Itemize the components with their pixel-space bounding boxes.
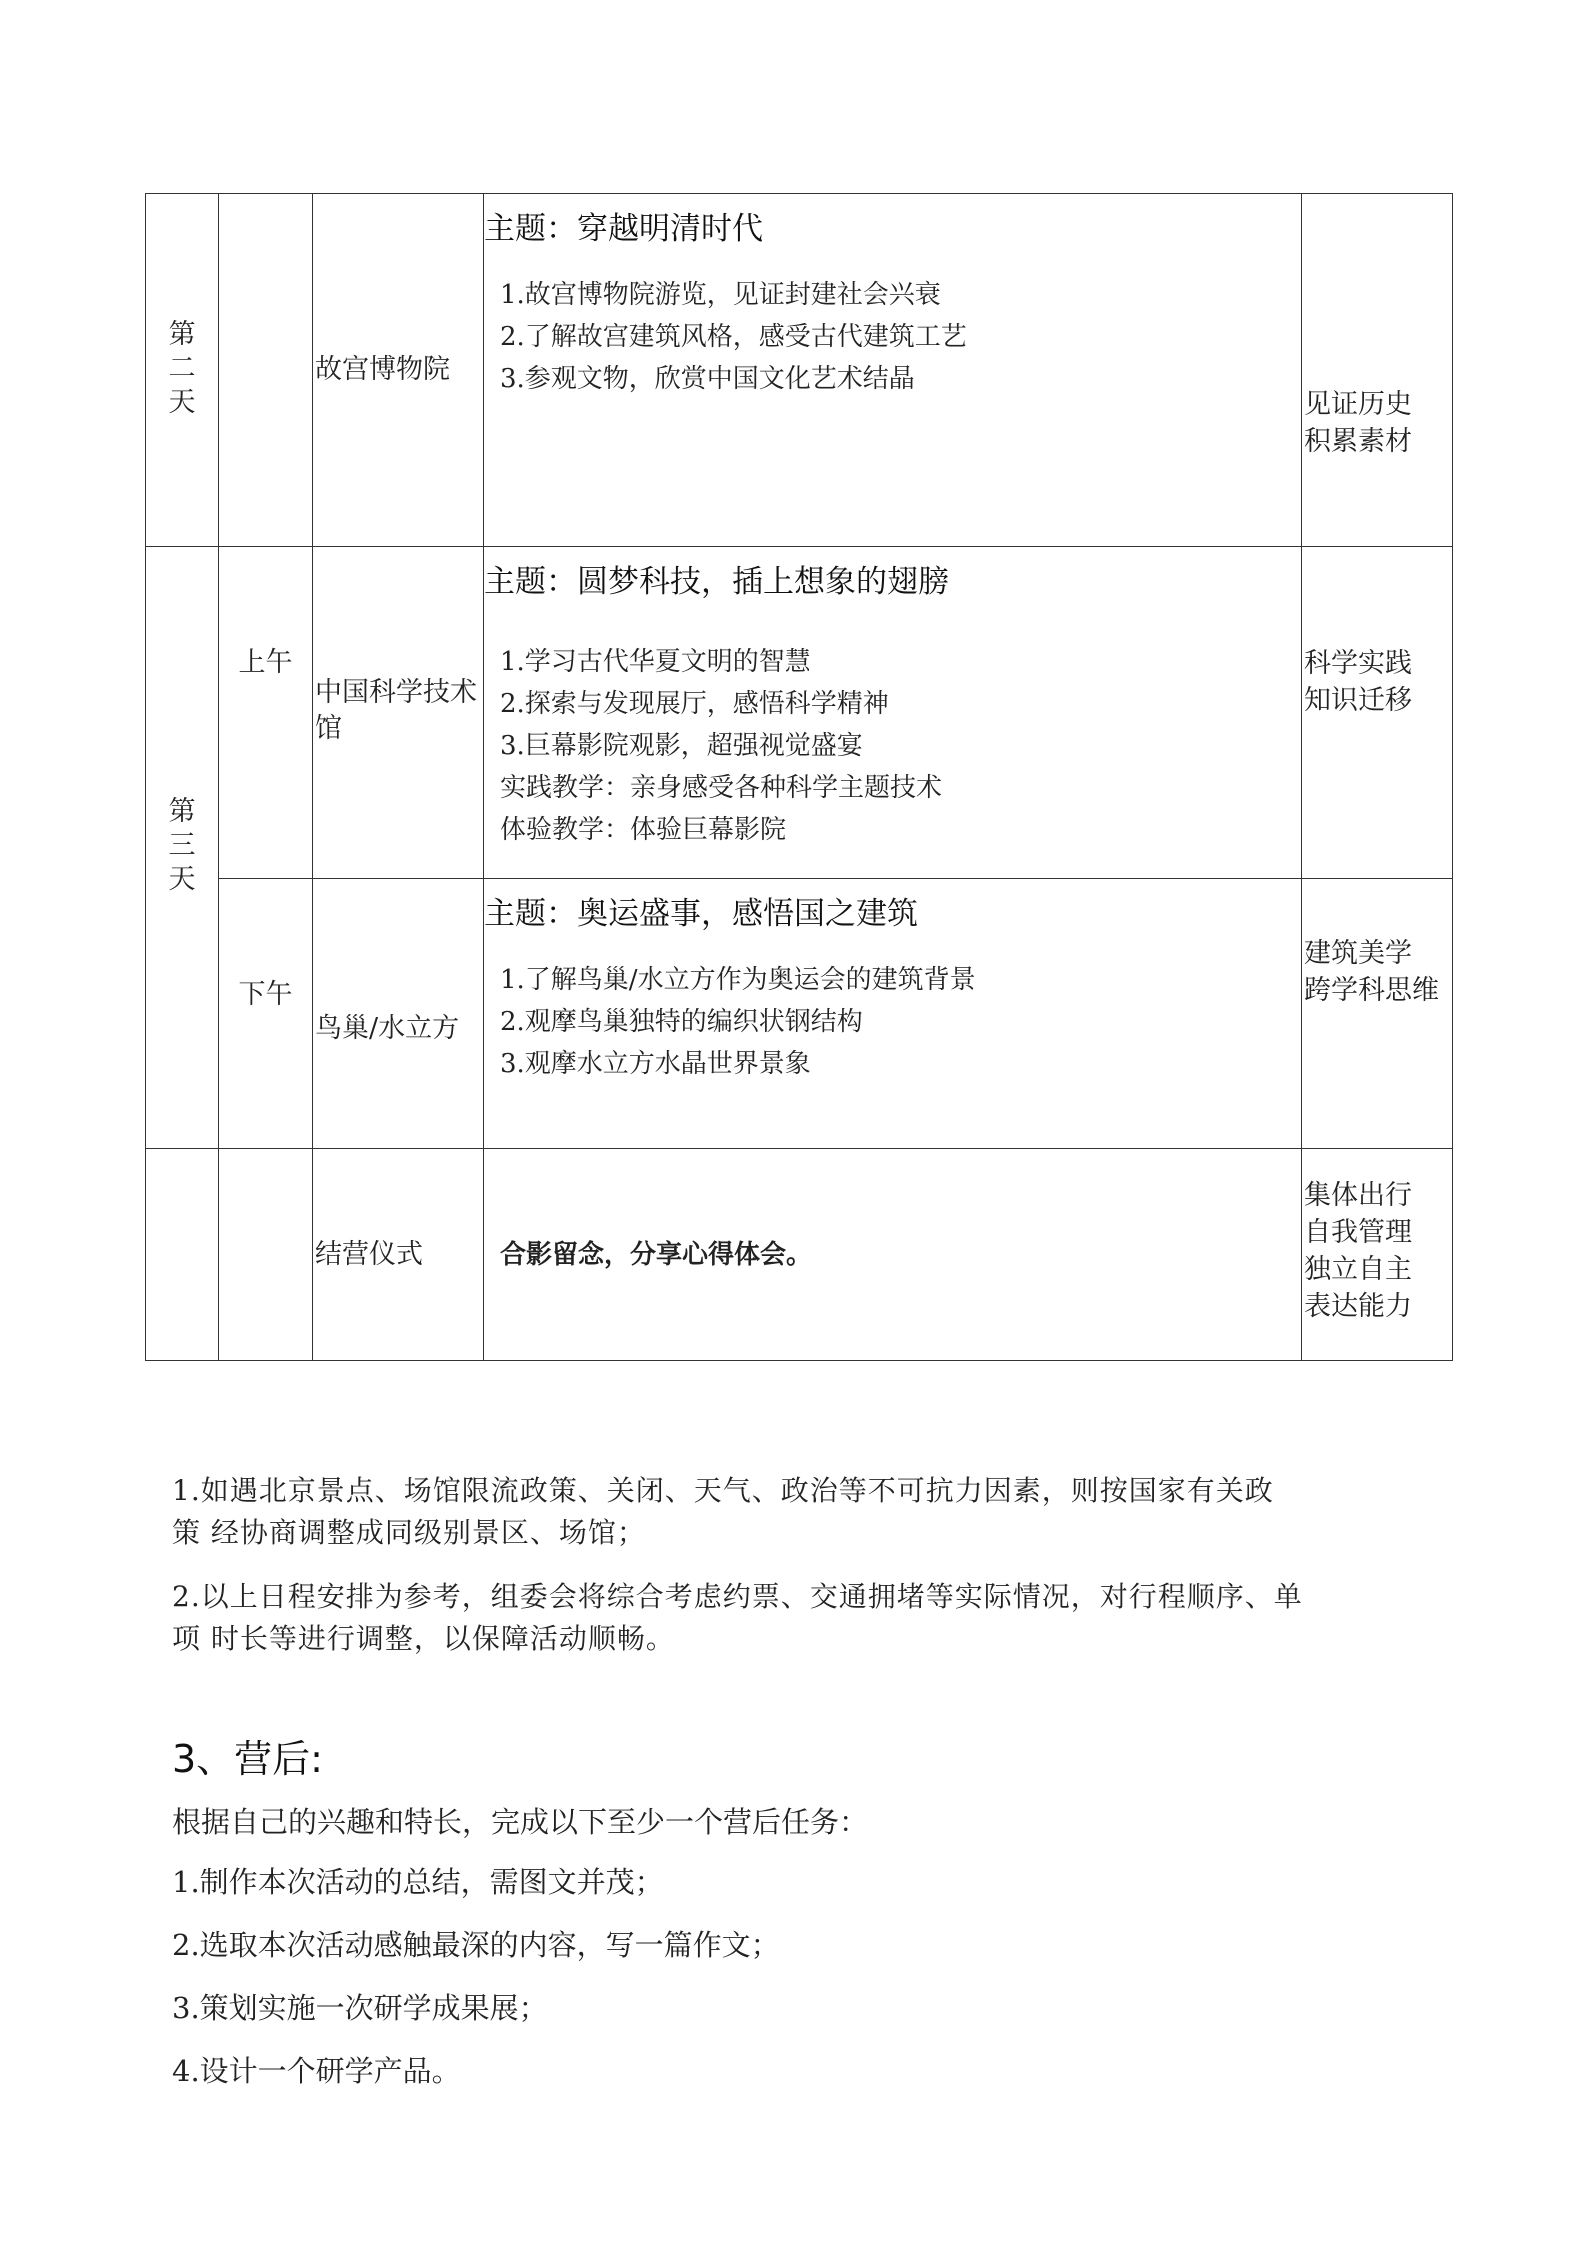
- task-list: [172, 1862, 780, 2114]
- day2-label-cell: [146, 194, 219, 547]
- day3-label-cell: [146, 547, 219, 1149]
- venue-cell: [313, 1149, 484, 1361]
- goal-item: 科学实践: [1304, 648, 1412, 679]
- activity-item: 1.故宫博物院游览，见证封建社会兴衰: [500, 280, 941, 310]
- activity-item: 3.参观文物，欣赏中国文化艺术结晶: [500, 364, 915, 394]
- task-item: 1.制作本次活动的总结，需图文并茂；: [172, 1865, 664, 1899]
- goal-item: 建筑美学: [1304, 938, 1412, 969]
- content-cell: [484, 194, 1302, 547]
- theme-title: 主题：奥运盛事，感悟国之建筑: [484, 896, 918, 932]
- note-item: [172, 1470, 1402, 1554]
- activity-item: 2.了解故宫建筑风格，感受古代建筑工艺: [500, 322, 967, 352]
- activity-item: 3.观摩水立方水晶世界景象: [500, 1049, 811, 1079]
- activity-item: 2.探索与发现展厅，感悟科学精神: [500, 689, 889, 719]
- task-item: 2.选取本次活动感触最深的内容，写一篇作文；: [172, 1928, 780, 1962]
- closing-row: [146, 1149, 1453, 1361]
- venue-name: 结营仪式: [315, 1238, 423, 1270]
- period-cell: [219, 879, 313, 1149]
- activity-item: 3.巨幕影院观影，超强视觉盛宴: [500, 731, 863, 761]
- goal-cell: [1302, 194, 1453, 547]
- day-label: 第二天: [168, 318, 196, 418]
- notes-section: [172, 1470, 1402, 1682]
- period-cell: [219, 547, 313, 879]
- theme-title: 主题：圆梦科技，插上想象的翅膀: [484, 564, 949, 600]
- period-label: 上午: [238, 647, 293, 678]
- day2-row: [146, 194, 1453, 547]
- activity-item: 1.了解鸟巢/水立方作为奥运会的建筑背景: [500, 965, 976, 995]
- venue-cell: [313, 547, 484, 879]
- goal-cell: [1302, 1149, 1453, 1361]
- note-line: 1.如遇北京景点、场馆限流政策、关闭、天气、政治等不可抗力因素，则按国家有关政: [172, 1474, 1274, 1507]
- note-line: 项 时长等进行调整，以保障活动顺畅。: [172, 1622, 675, 1655]
- note-line: 2.以上日程安排为参考，组委会将综合考虑约票、交通拥堵等实际情况，对行程顺序、单: [172, 1580, 1303, 1613]
- period-label: 下午: [238, 979, 293, 1010]
- activity-item: 体验教学：体验巨幕影院: [500, 815, 787, 845]
- day3-afternoon-row: [146, 879, 1453, 1149]
- content-cell: [484, 879, 1302, 1149]
- activity-item: 2.观摩鸟巢独特的编织状钢结构: [500, 1007, 863, 1037]
- goal-item: 集体出行: [1304, 1180, 1412, 1211]
- note-line: 策 经协商调整成同级别景区、场馆；: [172, 1516, 646, 1549]
- content-cell: [484, 547, 1302, 879]
- task-item: 3.策划实施一次研学成果展；: [172, 1991, 548, 2025]
- venue-name: 故宫博物院: [315, 354, 450, 385]
- goal-item: 表达能力: [1304, 1291, 1412, 1322]
- section-title: 3、营后:: [172, 1737, 323, 1781]
- goal-item: 知识迁移: [1304, 685, 1412, 716]
- day-label: 第三天: [168, 796, 196, 895]
- venue-cell: [313, 879, 484, 1149]
- task-item: 4.设计一个研学产品。: [172, 2054, 461, 2088]
- venue-cell: [313, 194, 484, 547]
- activity-item: 1.学习古代华夏文明的智慧: [500, 647, 811, 677]
- theme-title: 主题：穿越明清时代: [484, 211, 763, 247]
- note-item: [172, 1576, 1402, 1660]
- venue-name: 鸟巢/水立方: [315, 1013, 460, 1044]
- goal-item: 积累素材: [1304, 426, 1412, 457]
- day2-period-cell: [219, 194, 313, 547]
- closing-day-cell: [146, 1149, 219, 1361]
- activity-item: 实践教学：亲身感受各种科学主题技术: [500, 773, 943, 803]
- closing-period-cell: [219, 1149, 313, 1361]
- goal-item: 独立自主: [1304, 1254, 1412, 1285]
- schedule-table: [145, 193, 1453, 1361]
- goal-cell: [1302, 547, 1453, 879]
- content-cell: [484, 1149, 1302, 1361]
- goal-cell: [1302, 879, 1453, 1149]
- goal-item: 见证历史: [1304, 389, 1412, 420]
- section-intro: 根据自己的兴趣和特长，完成以下至少一个营后任务：: [172, 1805, 869, 1839]
- goal-item: 跨学科思维: [1304, 975, 1439, 1006]
- day3-morning-row: [146, 547, 1453, 879]
- goal-item: 自我管理: [1304, 1217, 1412, 1248]
- venue-name: 中国科学技术馆: [315, 677, 477, 744]
- closing-content: 合影留念，分享心得体会。: [500, 1239, 813, 1270]
